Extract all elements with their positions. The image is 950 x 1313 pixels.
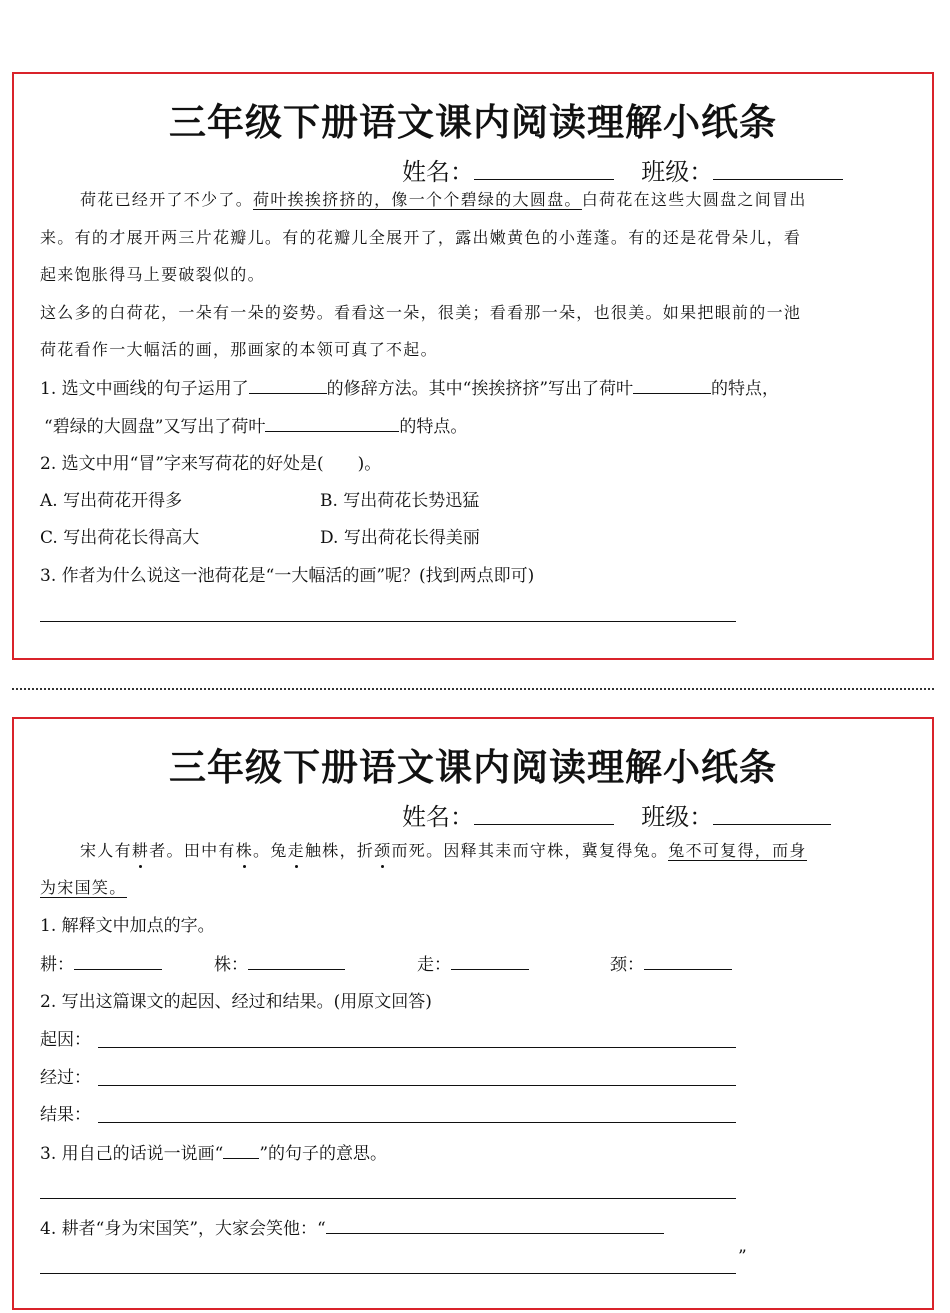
answer-blank[interactable] (265, 415, 399, 432)
option-c[interactable]: C. 写出荷花长得高大 (40, 528, 200, 548)
question-1-cont (44, 415, 467, 438)
question-4 (40, 1217, 664, 1240)
question-text: 的特点。 (399, 417, 468, 437)
passage-line: 来。有的才展开两三片花瓣儿。有的花瓣儿全展开了，露出嫩黄色的小莲蓬。有的还是花骨朵儿，看 (40, 228, 802, 247)
question-1 (40, 377, 779, 400)
passage-text: 。兔 (253, 841, 288, 860)
class-label: 班级： (641, 803, 714, 831)
passage-text: 宋人有 (80, 841, 132, 860)
worksheet-title: 三年级下册语文课内阅读理解小纸条 (169, 746, 777, 789)
question-text: “碧绿的大圆盘”又写出了荷叶 (44, 417, 266, 437)
answer-line[interactable] (98, 1085, 736, 1086)
question-text: 的特点， (711, 379, 780, 399)
dotted-char: 走 (287, 841, 305, 860)
passage-text: 白荷花在这些大圆盘之间冒出 (581, 190, 807, 209)
question-text: 3. 用自己的话说一说画“ (40, 1144, 224, 1164)
underlined-sentence: 为宋国笑。 (40, 878, 127, 897)
answer-line[interactable] (40, 1198, 736, 1199)
answer-line[interactable] (98, 1122, 736, 1123)
definition-row (417, 953, 529, 976)
closing-quote: ” (738, 1247, 747, 1267)
option-a[interactable]: A. 写出荷花开得多 (40, 491, 183, 511)
underline-sample (223, 1142, 259, 1159)
passage-text: 者。田中有 (149, 841, 236, 860)
passage-text: 荷花已经开了不少了。 (80, 190, 254, 209)
option-d[interactable]: D. 写出荷花长得美丽 (320, 528, 480, 548)
underlined-sentence: 兔不可复得，而身 (668, 841, 807, 860)
name-blank[interactable] (474, 802, 614, 825)
question-text: 的修辞方法。其中“挨挨挤挤”写出了荷叶 (326, 379, 634, 399)
definition-row (214, 953, 345, 976)
class-label: 班级： (641, 158, 714, 186)
definition-row (40, 953, 162, 976)
question-3 (40, 1142, 387, 1165)
question-text: ”的句子的意思。 (259, 1144, 388, 1164)
answer-blank[interactable] (326, 1217, 664, 1234)
passage-line (80, 189, 807, 211)
name-label: 姓名： (402, 803, 474, 831)
passage-line: 荷花看作一大幅活的画，那画家的本领可真了不起。 (40, 340, 438, 359)
dotted-char: 株 (235, 841, 254, 860)
answer-blank[interactable] (249, 377, 327, 394)
class-blank[interactable] (713, 802, 831, 825)
passage-line (80, 840, 807, 862)
process-label: 经过： (40, 1068, 91, 1088)
question-text: 4. 耕者“身为宋国笑”，大家会笑他：“ (40, 1219, 326, 1239)
question-2: 2. 选文中用“冒”字来写荷花的好处是( )。 (40, 454, 382, 474)
passage-text: 而死。因释其耒而守株，冀复得兔。 (391, 841, 669, 860)
worksheet-card-2 (12, 717, 934, 1310)
answer-blank[interactable] (644, 953, 732, 970)
definition-label: 走： (417, 955, 451, 975)
question-1: 1. 解释文中加点的字。 (40, 916, 215, 936)
cause-label: 起因： (40, 1030, 91, 1050)
name-label: 姓名： (402, 158, 474, 186)
answer-line[interactable] (98, 1047, 736, 1048)
answer-line[interactable] (40, 621, 736, 622)
passage-line: 这么多的白荷花，一朵有一朵的姿势。看看这一朵，很美；看看那一朵，也很美。如果把眼前的一池 (40, 303, 802, 322)
question-2: 2. 写出这篇课文的起因、经过和结果。(用原文回答) (40, 992, 432, 1012)
dotted-char: 耕 (131, 841, 150, 860)
worksheet-card-1 (12, 72, 934, 660)
dotted-char: 颈 (374, 841, 392, 860)
answer-blank[interactable] (248, 953, 345, 970)
question-text: 1. 选文中画线的句子运用了 (40, 379, 249, 399)
definition-label: 株： (214, 955, 248, 975)
answer-line[interactable] (40, 1273, 736, 1274)
cut-line-divider (12, 688, 934, 690)
option-b[interactable]: B. 写出荷花长势迅猛 (320, 491, 480, 511)
definition-label: 耕： (40, 955, 74, 975)
answer-blank[interactable] (633, 377, 711, 394)
passage-line: 起来饱胀得马上要破裂似的。 (40, 265, 265, 284)
name-class-row (402, 152, 843, 187)
passage-line (40, 877, 127, 899)
question-3: 3. 作者为什么说这一池荷花是“一大幅活的画”呢？(找到两点即可) (40, 566, 535, 586)
definition-row (610, 953, 732, 976)
class-blank[interactable] (713, 157, 843, 180)
underlined-sentence: 荷叶挨挨挤挤的，像一个个碧绿的大圆盘。 (253, 190, 582, 209)
definition-label: 颈： (610, 955, 644, 975)
worksheet-title: 三年级下册语文课内阅读理解小纸条 (169, 101, 777, 144)
answer-blank[interactable] (74, 953, 162, 970)
result-label: 结果： (40, 1105, 91, 1125)
answer-blank[interactable] (451, 953, 529, 970)
passage-text: 触株，折 (304, 841, 375, 860)
name-class-row (402, 797, 831, 832)
name-blank[interactable] (474, 157, 614, 180)
